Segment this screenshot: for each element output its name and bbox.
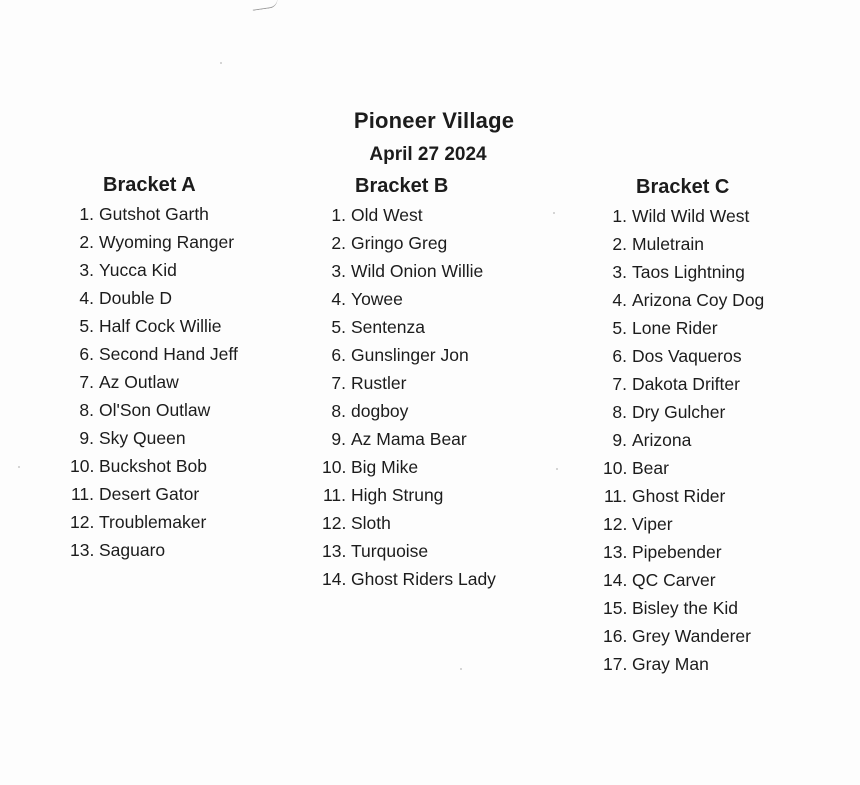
entry-name: High Strung <box>351 485 444 505</box>
entry-number: 5. <box>612 318 627 338</box>
entry-number: 12. <box>322 513 347 533</box>
entry-number: 11. <box>603 486 627 506</box>
list-item <box>70 538 238 566</box>
entry-name: Lone Rider <box>632 318 718 338</box>
entry-name: Arizona Coy Dog <box>632 290 765 310</box>
entry-name: Dos Vaqueros <box>632 346 742 366</box>
list-item <box>603 260 764 288</box>
entry-number: 13. <box>70 540 95 560</box>
list-item <box>70 202 238 230</box>
entry-number: 13. <box>322 541 347 561</box>
entry-number: 11. <box>322 485 346 505</box>
entry-name: Gunslinger Jon <box>351 345 469 365</box>
bracket-list <box>603 204 764 680</box>
entry-number: 4. <box>331 289 346 309</box>
entry-name: Bear <box>632 458 669 478</box>
list-item <box>70 230 238 258</box>
list-item <box>322 259 496 287</box>
list-item <box>322 315 496 343</box>
entry-number: 3. <box>612 262 627 282</box>
entry-number: 8. <box>331 401 346 421</box>
entry-name: Sloth <box>351 513 391 533</box>
entry-number: 2. <box>612 234 627 254</box>
entry-number: 7. <box>79 372 94 392</box>
entry-number: 16. <box>603 626 628 646</box>
list-item <box>322 539 496 567</box>
entry-name: dogboy <box>351 401 409 421</box>
bracket-header: Bracket A <box>103 174 196 196</box>
entry-name: Az Mama Bear <box>351 429 467 449</box>
entry-number: 6. <box>331 345 346 365</box>
entry-name: Buckshot Bob <box>99 456 207 476</box>
entry-name: Desert Gator <box>99 484 200 504</box>
entry-number: 9. <box>612 430 627 450</box>
entry-name: Viper <box>632 514 673 534</box>
list-item <box>603 484 764 512</box>
entry-number: 7. <box>612 374 627 394</box>
list-item <box>322 287 496 315</box>
scan-speck <box>460 668 462 670</box>
entry-name: Turquoise <box>351 541 429 561</box>
list-item <box>70 454 238 482</box>
entry-name: Gutshot Garth <box>99 204 209 224</box>
list-item <box>70 482 238 510</box>
entry-name: Ghost Rider <box>632 486 726 506</box>
list-item <box>603 540 764 568</box>
bracket-c <box>603 176 764 680</box>
bracket-header: Bracket B <box>355 175 449 197</box>
entry-number: 2. <box>331 233 346 253</box>
list-item <box>603 344 764 372</box>
entry-name: Old West <box>351 205 423 225</box>
list-item <box>322 511 496 539</box>
entry-number: 14. <box>603 570 628 590</box>
entry-number: 9. <box>79 428 94 448</box>
entry-name: Wild Wild West <box>632 206 750 226</box>
list-item <box>70 286 238 314</box>
entry-name: Wyoming Ranger <box>99 232 235 252</box>
list-item <box>603 288 764 316</box>
bracket-list <box>322 203 496 595</box>
entry-name: Bisley the Kid <box>632 598 739 618</box>
list-item <box>603 316 764 344</box>
entry-name: Ghost Riders Lady <box>351 569 496 589</box>
entry-number: 12. <box>603 514 628 534</box>
entry-name: Arizona <box>632 430 692 450</box>
event-date: April 27 2024 <box>369 144 487 165</box>
list-item <box>322 399 496 427</box>
entry-number: 8. <box>79 400 94 420</box>
entry-name: Taos Lightning <box>632 262 745 282</box>
entry-name: Dry Gulcher <box>632 402 726 422</box>
list-item <box>322 343 496 371</box>
entry-number: 3. <box>331 261 346 281</box>
entry-name: QC Carver <box>632 570 716 590</box>
list-item <box>603 428 764 456</box>
entry-name: Gringo Greg <box>351 233 448 253</box>
entry-number: 15. <box>603 598 628 618</box>
entry-number: 3. <box>79 260 94 280</box>
entry-name: Big Mike <box>351 457 419 477</box>
entry-name: Dakota Drifter <box>632 374 740 394</box>
list-item <box>603 400 764 428</box>
list-item <box>322 567 496 595</box>
entry-number: 10. <box>322 457 347 477</box>
entry-number: 11. <box>70 484 94 504</box>
entry-number: 1. <box>612 206 627 226</box>
entry-name: Sky Queen <box>99 428 186 448</box>
list-item <box>322 203 496 231</box>
entry-name: Az Outlaw <box>99 372 179 392</box>
entry-name: Pipebender <box>632 542 722 562</box>
list-item <box>70 314 238 342</box>
entry-number: 10. <box>603 458 628 478</box>
entry-number: 2. <box>79 232 94 252</box>
entry-number: 9. <box>331 429 346 449</box>
entry-number: 10. <box>70 456 95 476</box>
list-item <box>603 624 764 652</box>
entry-name: Gray Man <box>632 654 709 674</box>
list-item <box>70 370 238 398</box>
list-item <box>70 398 238 426</box>
list-item <box>603 204 764 232</box>
entry-number: 1. <box>79 204 94 224</box>
scan-speck <box>556 468 558 470</box>
list-item <box>322 371 496 399</box>
scan-speck <box>220 62 222 64</box>
entry-name: Second Hand Jeff <box>99 344 238 364</box>
list-item <box>603 596 764 624</box>
entry-number: 13. <box>603 542 628 562</box>
list-item <box>70 342 238 370</box>
entry-name: Troublemaker <box>99 512 207 532</box>
entry-name: Ol'Son Outlaw <box>99 400 211 420</box>
bracket-list <box>70 202 238 566</box>
entry-name: Rustler <box>351 373 407 393</box>
page-title: Pioneer Village <box>353 108 515 133</box>
entry-name: Muletrain <box>632 234 704 254</box>
bracket-a <box>70 174 238 566</box>
entry-number: 6. <box>612 346 627 366</box>
bracket-header: Bracket C <box>636 176 730 198</box>
scan-mark <box>252 0 279 11</box>
scan-speck <box>18 466 20 468</box>
entry-number: 17. <box>603 654 628 674</box>
list-item <box>70 426 238 454</box>
entry-name: Half Cock Willie <box>99 316 222 336</box>
list-item <box>603 512 764 540</box>
list-item <box>603 456 764 484</box>
entry-name: Wild Onion Willie <box>351 261 484 281</box>
list-item <box>603 232 764 260</box>
scan-speck <box>553 212 555 214</box>
entry-number: 5. <box>79 316 94 336</box>
entry-number: 4. <box>79 288 94 308</box>
entry-name: Saguaro <box>99 540 166 560</box>
entry-number: 5. <box>331 317 346 337</box>
entry-number: 14. <box>322 569 347 589</box>
entry-number: 4. <box>612 290 627 310</box>
list-item <box>70 510 238 538</box>
entry-name: Sentenza <box>351 317 425 337</box>
entry-number: 6. <box>79 344 94 364</box>
bracket-b <box>322 175 496 595</box>
entry-name: Grey Wanderer <box>632 626 751 646</box>
entry-number: 12. <box>70 512 95 532</box>
list-item <box>603 568 764 596</box>
entry-name: Yowee <box>351 289 403 309</box>
list-item <box>603 652 764 680</box>
entry-name: Yucca Kid <box>99 260 177 280</box>
entry-number: 8. <box>612 402 627 422</box>
entry-number: 7. <box>331 373 346 393</box>
entry-name: Double D <box>99 288 172 308</box>
list-item <box>70 258 238 286</box>
list-item <box>322 427 496 455</box>
list-item <box>603 372 764 400</box>
list-item <box>322 231 496 259</box>
list-item <box>322 455 496 483</box>
entry-number: 1. <box>331 205 346 225</box>
list-item <box>322 483 496 511</box>
